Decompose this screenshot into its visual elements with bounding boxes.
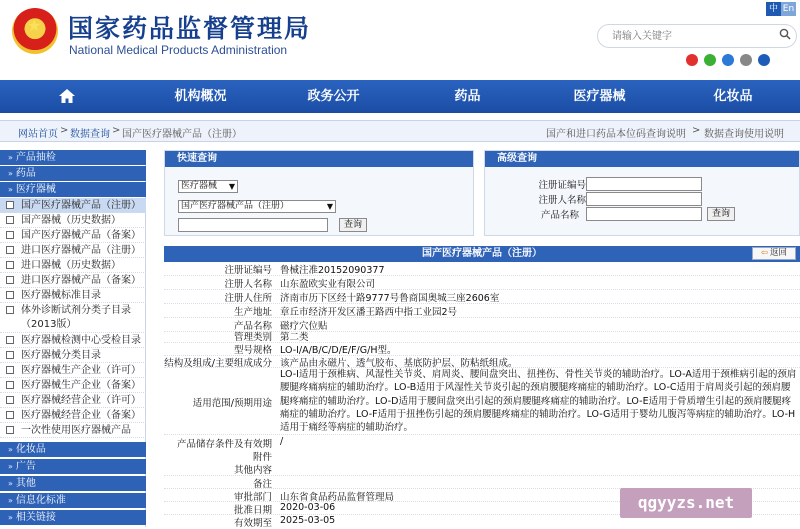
checkbox-icon xyxy=(6,201,14,209)
detail-value: 该产品由永磁片、透气胶布、基底防护层、防粘纸组成。 xyxy=(280,358,518,369)
main-nav xyxy=(0,80,800,113)
detail-label: 产品储存条件及有效期 xyxy=(176,439,272,450)
detail-value: 章丘市经济开发区潘王路西中指工业园2号 xyxy=(280,307,458,318)
checkbox-icon xyxy=(6,426,14,434)
sidebar-header-other[interactable]: » 其他 xyxy=(0,476,146,491)
double-arrow-icon: » xyxy=(8,462,13,471)
sidebar-header-sampling[interactable]: » 产品抽检 xyxy=(0,150,146,165)
mobile-icon[interactable] xyxy=(722,54,734,66)
detail-value: 2025-03-05 xyxy=(280,515,336,526)
product-name-input[interactable] xyxy=(586,207,702,221)
checkbox-icon xyxy=(6,366,14,374)
sidebar-item[interactable]: 医疗器械经营企业（许可） xyxy=(0,393,146,408)
weibo-icon[interactable] xyxy=(686,54,698,66)
breadcrumb-sep: > xyxy=(112,125,121,136)
detail-label: 注册人住所 xyxy=(224,293,272,304)
help-link-drug-code[interactable]: 国产和进口药品本位码查询说明 xyxy=(546,129,686,140)
row-divider xyxy=(164,434,800,435)
lang-english[interactable]: En xyxy=(782,4,795,14)
sidebar xyxy=(0,150,146,527)
site-title: 国家药品监督管理局 xyxy=(68,14,312,43)
accessibility-icon[interactable] xyxy=(740,54,752,66)
detail-value: 山东盈欧实业有限公司 xyxy=(280,279,376,290)
breadcrumb-home[interactable]: 网站首页 xyxy=(18,129,58,140)
detail-value: 济南市历下区经十路9777号鲁商国奥城三座2606室 xyxy=(280,293,500,304)
checkbox-icon xyxy=(6,336,14,344)
detail-label: 有效期至 xyxy=(233,518,272,529)
nav-drugs[interactable]: 药品 xyxy=(454,89,481,104)
breadcrumb-query[interactable]: 数据查询 xyxy=(70,129,110,140)
nav-cosmetics[interactable]: 化妆品 xyxy=(713,89,753,104)
double-arrow-icon: » xyxy=(8,496,13,505)
product-name-label: 产品名称 xyxy=(540,210,579,221)
detail-label: 其他内容 xyxy=(233,465,272,476)
lang-chinese[interactable]: 中 xyxy=(768,4,778,14)
detail-label: 备注 xyxy=(252,479,272,490)
detail-label: 批准日期 xyxy=(233,505,272,516)
breadcrumb xyxy=(0,120,800,142)
double-arrow-icon: » xyxy=(8,169,13,178)
sidebar-item[interactable]: 医疗器械检测中心受检目录 xyxy=(0,333,146,348)
detail-label: 型号规格 xyxy=(233,345,272,356)
advanced-search-button[interactable]: 查询 xyxy=(707,207,735,221)
nav-government-affairs[interactable]: 政务公开 xyxy=(307,89,360,104)
detail-value: 山东省食品药品监督管理局 xyxy=(280,492,395,503)
double-arrow-icon: » xyxy=(8,513,13,522)
wechat-icon[interactable] xyxy=(704,54,716,66)
search-input[interactable] xyxy=(612,28,762,44)
detail-label: 注册人名称 xyxy=(224,279,272,290)
sidebar-item[interactable]: 一次性使用医疗器械产品 xyxy=(0,423,146,438)
detail-value-usage: LO-I适用于颈椎病、风湿性关节炎、肩周炎、腰间盘突出、扭挫伤、骨性关节炎的辅助治疗。LO-A适用于颈椎病引起的颈肩腰腿疼痛病症的辅助治疗。LO-B适用于风湿性关节炎引起的颈肩腰腿疼痛症的辅助治疗。LO-C适用于肩周炎引起的颈肩腰腿疼痛症的辅助治疗。LO-D适用于腰间盘突出引起的颈肩腰腿疼痛症的辅助治疗。LO-E适用于骨质增生引起的颈肩腰腿疼痛症的辅助治疗。LO-F适用于扭挫伤引起的颈肩腰腿疼痛症的辅助治疗。LO-G适用于婴幼儿腹泻等病症的辅助治疗。LO-H适用于痛经等病症的辅助治疗。 xyxy=(280,369,797,434)
search-icon[interactable] xyxy=(779,28,791,40)
breadcrumb-sep: > xyxy=(60,125,69,136)
sidebar-header-it-standard[interactable]: » 信息化标准 xyxy=(0,493,146,508)
sidebar-item[interactable]: 国产医疗器械产品（注册） xyxy=(0,198,146,213)
checkbox-icon xyxy=(6,306,14,314)
chevron-down-icon: ▼ xyxy=(228,182,235,191)
cert-number-input[interactable] xyxy=(586,177,702,191)
detail-label: 附件 xyxy=(252,452,272,463)
social-links xyxy=(686,54,770,66)
detail-value: LO-I/A/B/C/D/E/F/G/H型。 xyxy=(280,345,397,356)
checkbox-icon xyxy=(6,246,14,254)
checkbox-icon xyxy=(6,381,14,389)
sidebar-header-devices[interactable]: » 医疗器械 xyxy=(0,182,146,197)
back-arrow-icon: ⇦ xyxy=(760,248,769,258)
detail-label: 审批部门 xyxy=(233,492,272,503)
search-box xyxy=(597,24,797,48)
nav-institution[interactable]: 机构概况 xyxy=(174,89,227,104)
checkbox-icon xyxy=(6,276,14,284)
sidebar-header-cosmetics[interactable]: » 化妆品 xyxy=(0,442,146,457)
cert-number-label: 注册证编号 xyxy=(538,180,586,191)
site-title-english: National Medical Products Administration xyxy=(69,43,288,57)
database-select[interactable]: 国产医疗器械产品（注册） ▼ xyxy=(178,200,336,213)
double-arrow-icon: » xyxy=(8,185,13,194)
site-header xyxy=(0,0,800,80)
quick-search-button[interactable]: 查询 xyxy=(339,218,367,232)
double-arrow-icon: » xyxy=(8,479,13,488)
checkbox-icon xyxy=(6,351,14,359)
national-emblem-logo: ★ xyxy=(12,8,58,54)
sidebar-item[interactable]: 体外诊断试剂分类子目录（2013版） xyxy=(0,303,146,333)
user-icon[interactable] xyxy=(758,54,770,66)
sidebar-item[interactable]: 进口医疗器械产品（备案） xyxy=(0,273,146,288)
detail-value: 磁疗穴位贴 xyxy=(280,321,328,332)
home-icon[interactable] xyxy=(58,87,76,105)
detail-title: 国产医疗器械产品（注册） xyxy=(164,246,800,262)
sidebar-item[interactable]: 医疗器械生产企业（备案） xyxy=(0,378,146,393)
advanced-search-title: 高级查询 xyxy=(485,151,799,167)
detail-value: 鲁械注准20152090377 xyxy=(280,265,385,276)
sidebar-item[interactable]: 国产医疗器械产品（备案） xyxy=(0,228,146,243)
registrant-input[interactable] xyxy=(586,192,702,206)
quick-search-input[interactable] xyxy=(178,218,328,232)
sidebar-header-ads[interactable]: » 广告 xyxy=(0,459,146,474)
checkbox-icon xyxy=(6,291,14,299)
breadcrumb-sep: > xyxy=(692,125,701,136)
checkbox-icon xyxy=(6,216,14,224)
language-switch[interactable] xyxy=(766,2,796,16)
checkbox-icon xyxy=(6,411,14,419)
checkbox-icon xyxy=(6,261,14,269)
sidebar-item[interactable]: 医疗器械分类目录 xyxy=(0,348,146,363)
detail-value: 2020-03-06 xyxy=(280,502,336,513)
back-button[interactable]: ⇦ 返回 xyxy=(752,247,796,260)
checkbox-icon xyxy=(6,396,14,404)
nav-medical-devices[interactable]: 医疗器械 xyxy=(573,89,626,104)
detail-label: 注册证编号 xyxy=(224,265,272,276)
double-arrow-icon: » xyxy=(8,445,13,454)
registrant-label: 注册人名称 xyxy=(538,195,586,206)
quick-search-title: 快速查询 xyxy=(165,151,473,167)
sidebar-item[interactable]: 进口医疗器械产品（注册） xyxy=(0,243,146,258)
double-arrow-icon: » xyxy=(8,153,13,162)
detail-label: 产品名称 xyxy=(233,321,272,332)
sidebar-item[interactable]: 进口器械（历史数据） xyxy=(0,258,146,273)
sidebar-item[interactable]: 国产器械（历史数据） xyxy=(0,213,146,228)
watermark: qgyyzs.net xyxy=(620,488,752,518)
sidebar-header-links[interactable]: » 相关链接 xyxy=(0,510,146,525)
detail-label: 结构及组成/主要组成成分 xyxy=(164,358,272,369)
sidebar-item[interactable]: 医疗器械标准目录 xyxy=(0,288,146,303)
category-select[interactable]: 医疗器械 ▼ xyxy=(178,180,238,193)
detail-label: 适用范围/预期用途 xyxy=(192,398,272,409)
checkbox-icon xyxy=(6,231,14,239)
sidebar-header-drugs[interactable]: » 药品 xyxy=(0,166,146,181)
breadcrumb-current: 国产医疗器械产品（注册） xyxy=(122,129,242,140)
detail-value: 第二类 xyxy=(280,332,309,343)
sidebar-item[interactable]: 医疗器械生产企业（许可） xyxy=(0,363,146,378)
detail-value: / xyxy=(280,436,284,447)
chevron-down-icon: ▼ xyxy=(326,202,333,211)
help-link-query-usage[interactable]: 数据查询使用说明 xyxy=(704,129,784,140)
sidebar-item[interactable]: 医疗器械经营企业（备案） xyxy=(0,408,146,423)
detail-label: 管理类别 xyxy=(233,332,272,343)
detail-label: 生产地址 xyxy=(233,307,272,318)
